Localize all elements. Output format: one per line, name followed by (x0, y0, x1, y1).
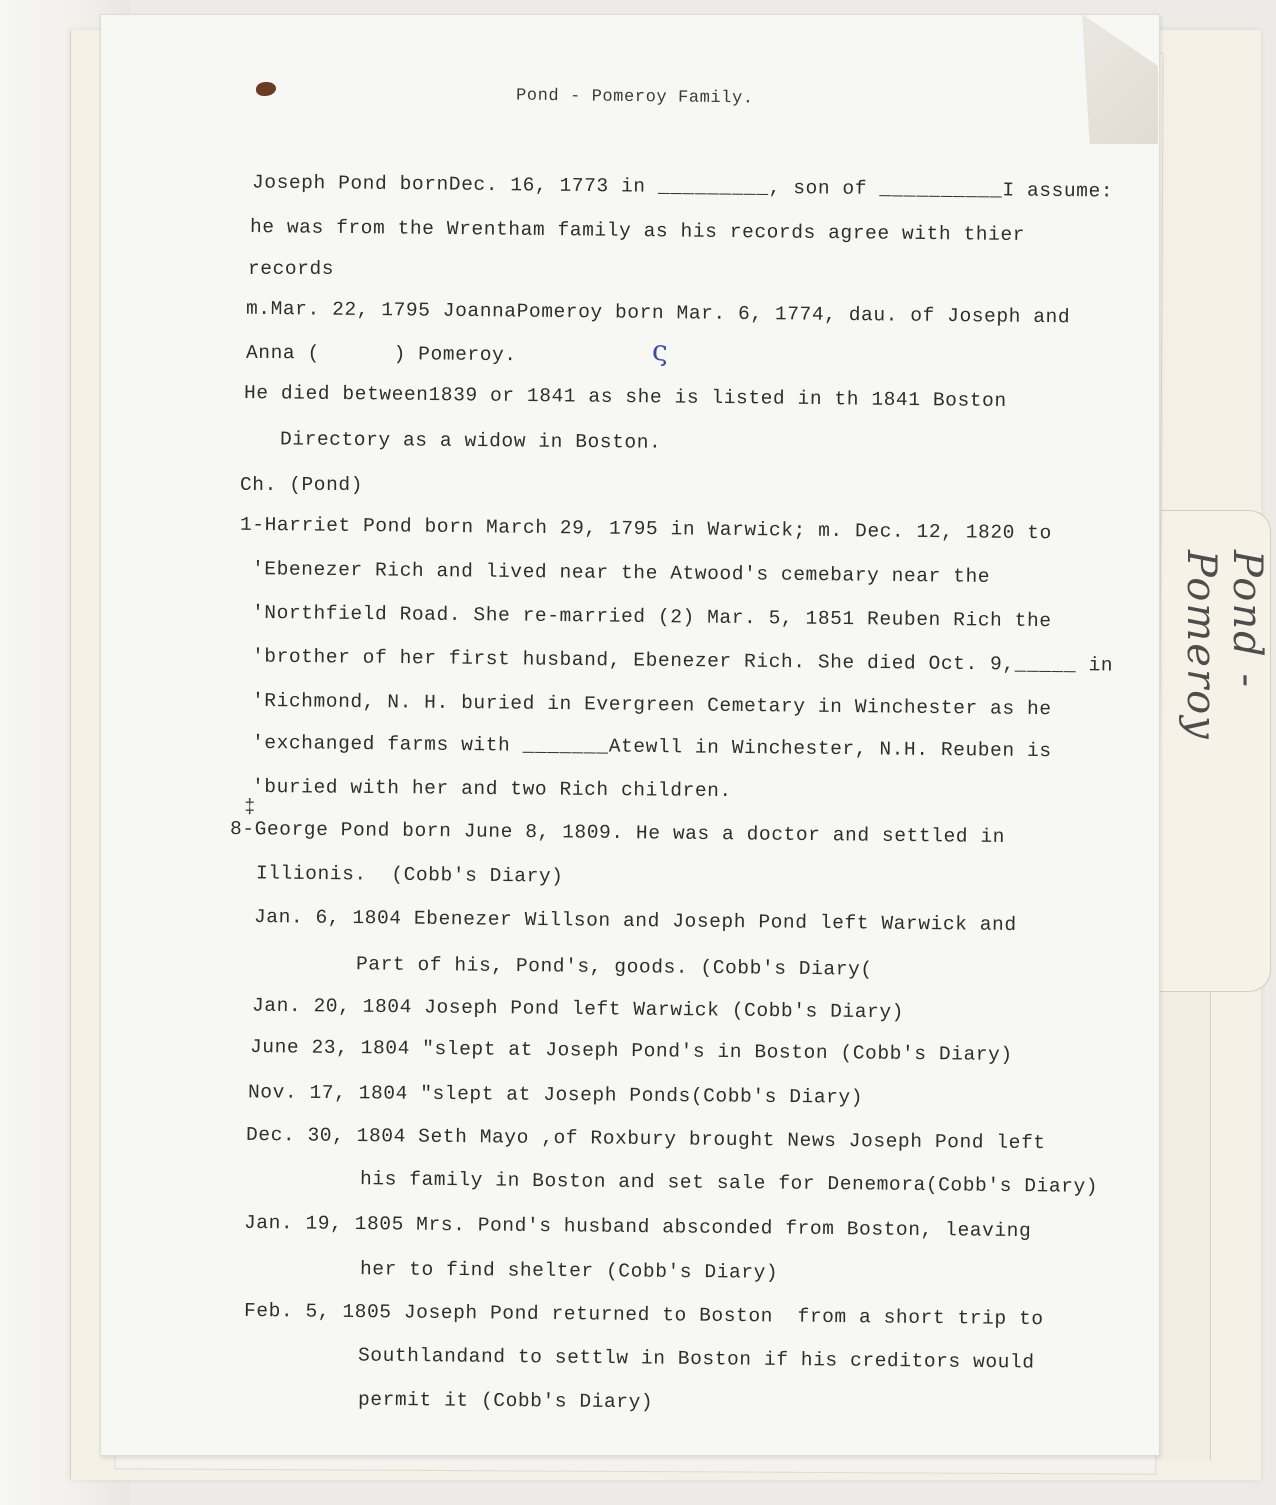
text-line: m.Mar. 22, 1795 JoannaPomeroy born Mar. 6, 1774, dau. of Joseph and (245, 297, 1071, 329)
text-line: Illionis. (Cobb's Diary) (255, 862, 564, 888)
text-line: Feb. 5, 1805 Joseph Pond returned to Boston from a short trip to (243, 1299, 1044, 1331)
text-line: Part of his, Pond's, goods. (Cobb's Diary( (355, 953, 873, 981)
text-line: Anna ( ) Pomeroy. (245, 341, 517, 367)
text-line: he was from the Wrentham family as his records agree with thier (249, 215, 1026, 247)
text-line: Dec. 30, 1804 Seth Mayo ,of Roxbury brought News Joseph Pond left (245, 1123, 1046, 1155)
text-line: 'Ebenezer Rich and lived near the Atwood's cemebary near the (251, 558, 991, 588)
text-line: records (248, 258, 335, 280)
text-line: Nov. 17, 1804 "slept at Joseph Ponds(Cobb's Diary) (247, 1081, 864, 1109)
text-line: Ch. (Pond) (240, 474, 364, 496)
text-line: Jan. 6, 1804 Ebenezer Willson and Joseph Pond left Warwick and (253, 906, 1017, 936)
text-line: June 23, 1804 "slept at Joseph Pond's in Boston (Cobb's Diary) (249, 1036, 1013, 1066)
text-line: Directory as a widow in Boston. (279, 428, 662, 454)
text-line: Southlandand to settlw in Boston if his creditors would (357, 1344, 1035, 1374)
text-line: permit it (Cobb's Diary) (357, 1388, 654, 1414)
text-line: Jan. 20, 1804 Joseph Pond left Warwick (Cobb's Diary) (251, 994, 905, 1024)
text-line: 'brother of her first husband, Ebenezer Rich. She died Oct. 9,_____ in (251, 645, 1114, 677)
text-line: her to find shelter (Cobb's Diary) (359, 1258, 779, 1284)
text-line: He died between1839 or 1841 as she is listed in th 1841 Boston (243, 382, 1007, 412)
text-line: 'Northfield Road. She re-married (2) Mar. 5, 1851 Reuben Rich the (251, 601, 1052, 633)
text-line: 1-Harriet Pond born March 29, 1795 in Warwick; m. Dec. 12, 1820 to (239, 513, 1053, 545)
text-line: 'Richmond, N. H. buried in Evergreen Cemetary in Winchester as he (251, 689, 1052, 721)
text-line: 'exchanged farms with _______Atewll in Winchester, N.H. Reuben is (251, 731, 1052, 763)
page-title: Pond - Pomeroy Family. (515, 86, 754, 109)
handwritten-mark: ς (652, 334, 668, 367)
text-line: his family in Boston and set sale for Denemora(Cobb's Diary) (359, 1168, 1099, 1198)
folder-tab-label: Pond - Pomeroy (1178, 550, 1270, 741)
text-line: 'buried with her and two Rich children. (251, 775, 732, 803)
text-line: Jan. 19, 1805 Mrs. Pond's husband absconded from Boston, leaving (243, 1211, 1032, 1243)
text-line: 8-George Pond born June 8, 1809. He was a doctor and settled in (229, 817, 1006, 849)
margin-mark: ‡ (244, 796, 256, 818)
text-line: Joseph Pond bornDec. 16, 1773 in _________, son of __________I assume: (251, 171, 1114, 203)
